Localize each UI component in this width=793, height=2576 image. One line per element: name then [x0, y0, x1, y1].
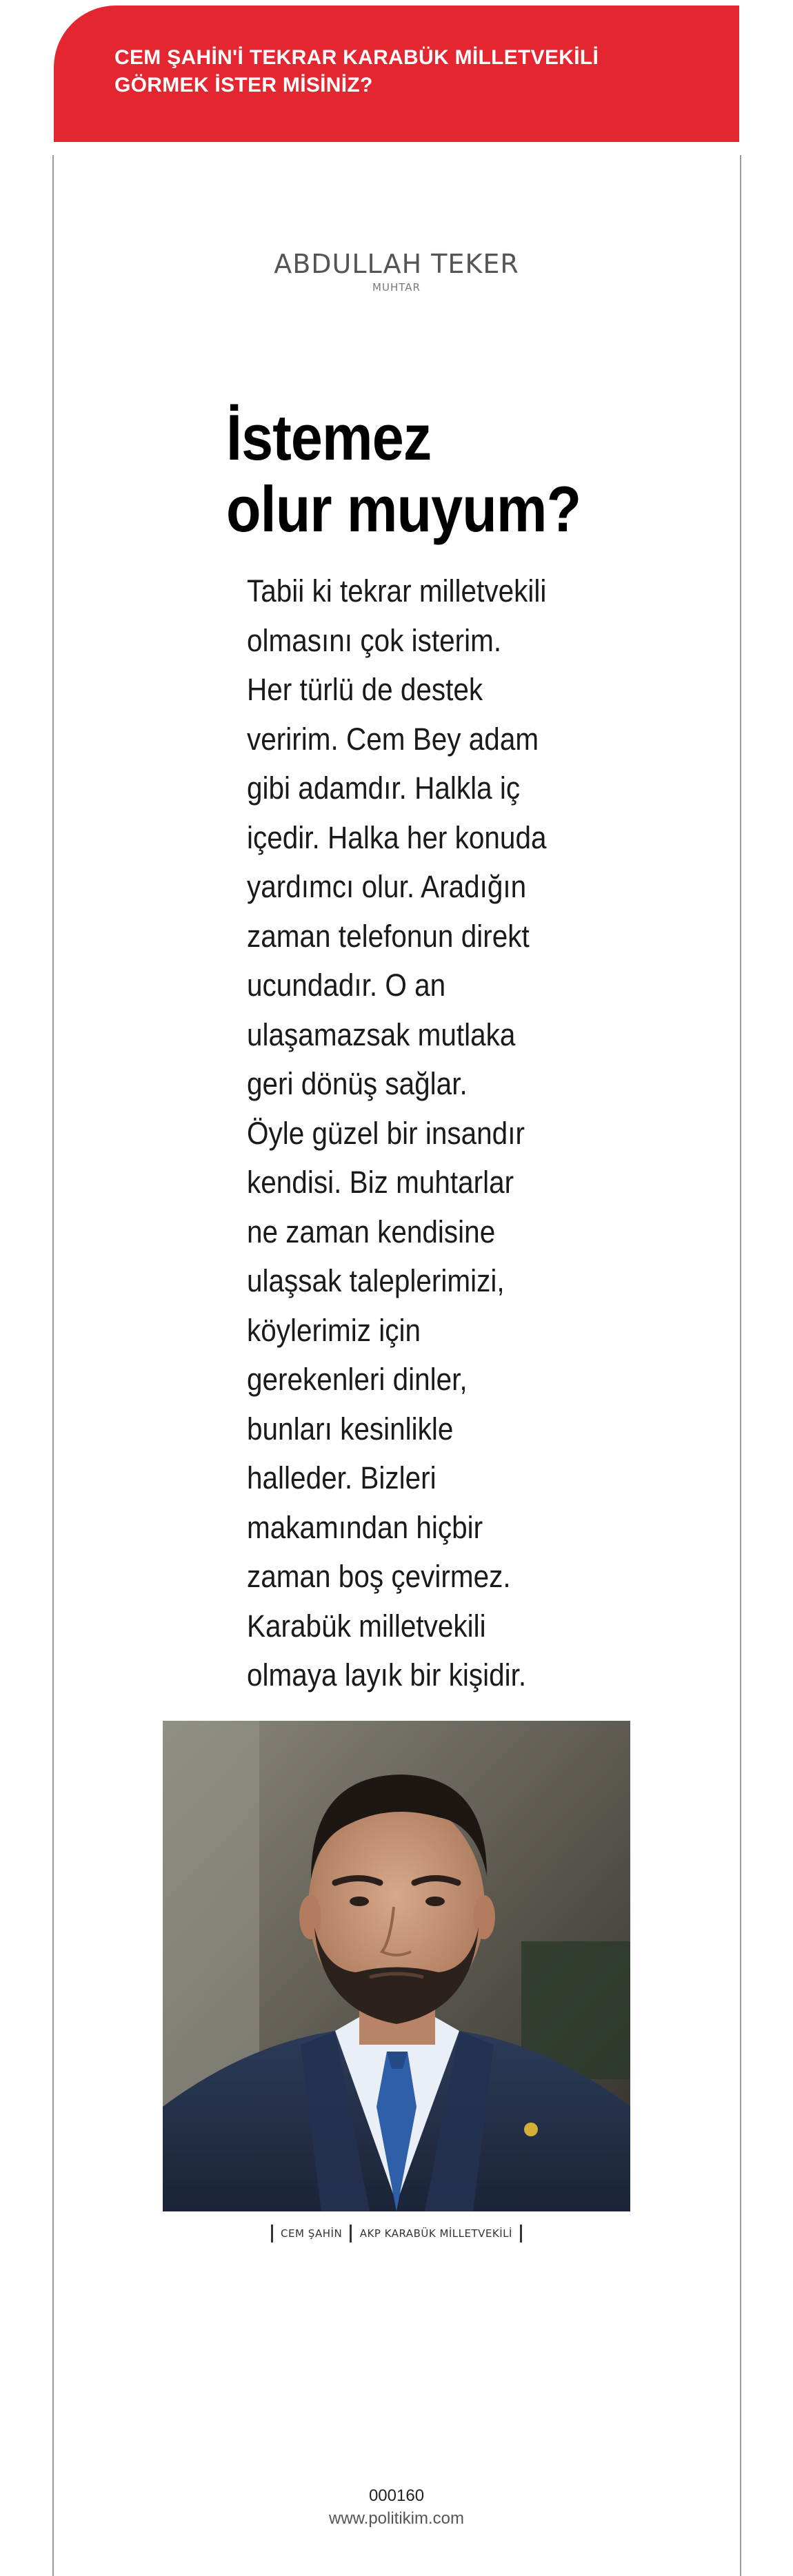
article-body-line: zaman telefonun direkt: [247, 918, 530, 954]
caption-divider: [271, 2225, 273, 2242]
article-body-line: kendisi. Biz muhtarlar: [247, 1165, 514, 1200]
banner-title-line1: CEM ŞAHİN'İ TEKRAR KARABÜK MİLLETVEKİLİ: [114, 46, 599, 69]
article-body-line: içedir. Halka her konuda: [247, 819, 547, 855]
caption-divider: [520, 2225, 522, 2242]
article-body-line: Öyle güzel bir insandır: [247, 1115, 525, 1151]
frame-divider-left: [52, 155, 54, 2576]
article-body-line: köylerimiz için: [247, 1312, 421, 1348]
article-body-line: gerekenleri dinler,: [247, 1362, 468, 1397]
caption-title: AKP KARABÜK MİLLETVEKİLİ: [359, 2227, 512, 2240]
headline-line2: olur muyum?: [226, 473, 581, 545]
article-body-line: ulaşamazsak mutlaka: [247, 1016, 516, 1052]
article-body-line: bunları kesinlikle: [247, 1411, 454, 1447]
article-body-line: olmaya layık bir kişidir.: [247, 1657, 527, 1693]
article-body-line: Her türlü de destek: [247, 672, 483, 707]
interviewee-block: [0, 248, 793, 294]
interviewee-role: MUHTAR: [372, 281, 421, 294]
article-body-line: Tabii ki tekrar milletvekili: [247, 573, 547, 609]
photo-caption: [0, 2225, 793, 2242]
headline-line1: İstemez: [226, 401, 432, 473]
article-body-line: ne zaman kendisine: [247, 1214, 496, 1249]
article-body-line: ulaşsak taleplerimizi,: [247, 1263, 505, 1298]
banner-title-line2: GÖRMEK İSTER MİSİNİZ?: [114, 74, 373, 96]
article-body-line: halleder. Bizleri: [247, 1460, 436, 1495]
article-headline: [226, 402, 603, 545]
banner-title: [114, 44, 712, 99]
article-body-line: makamından hiçbir: [247, 1509, 483, 1545]
article-body-line: Karabük milletvekili: [247, 1608, 486, 1644]
article-body-line: yardımcı olur. Aradığın: [247, 869, 527, 904]
caption-name: CEM ŞAHİN: [281, 2227, 343, 2240]
page-footer: [0, 2485, 793, 2531]
portrait-illustration: [163, 1721, 630, 2211]
frame-divider-right: [740, 155, 741, 2576]
page-number: 000160: [368, 2486, 425, 2505]
article-body-line: gibi adamdır. Halkla iç: [247, 770, 521, 806]
article-body-line: veririm. Cem Bey adam: [247, 721, 539, 757]
article-body-line: geri dönüş sağlar.: [247, 1066, 468, 1101]
article-body-line: olmasını çok isterim.: [247, 622, 502, 658]
article-body: [247, 566, 633, 1700]
article-body-line: zaman boş çevirmez.: [247, 1559, 511, 1594]
article-body-line: ucundadır. O an: [247, 968, 446, 1003]
caption-divider: [350, 2225, 352, 2242]
interviewee-name: ABDULLAH TEKER: [274, 249, 519, 279]
header-banner: [54, 6, 739, 142]
portrait-photo: [163, 1721, 630, 2211]
website-link[interactable]: www.politikim.com: [328, 2509, 465, 2528]
